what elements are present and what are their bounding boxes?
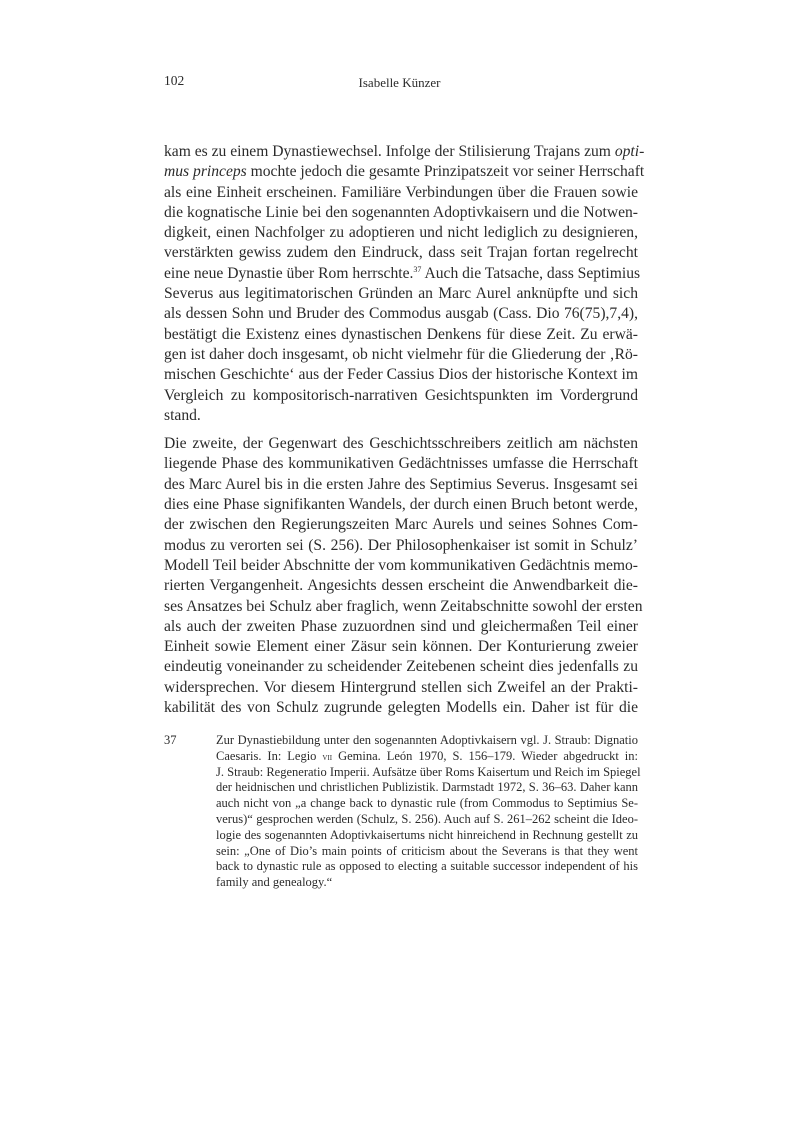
footnote-line: family and genealogy.“ [216,875,333,890]
footnote-line: auch nicht von „a change back to dynastic rule (from Commodus to Septimius Se- [216,796,638,811]
footnote-ref[interactable]: 37 [413,264,422,274]
paragraph-2 [164,434,643,718]
page-number: 102 [164,73,185,88]
text-line: bestätigt die Existenz eines dynastischen Denkens für diese Zeit. Zu erwä- [164,325,638,343]
text-line: der zwischen den Regierungszeiten Marc Aurels und seines Sohnes Com- [164,516,638,534]
text-line [164,264,641,284]
running-head: Isabelle Künzer [358,75,441,90]
text-line: Die zweite, der Gegenwart des Geschichtsschreibers zeitlich am nächsten [164,435,638,453]
text-span: Gemina. León 1970, S. 156–179. Wieder abgedruckt in: [332,748,639,763]
text-line: als auch der zweiten Phase zuzuordnen sind und gleichermaßen Teil einer [164,617,638,635]
footnote-line: logie des sogenannten Adoptivkaisertums nicht hinreichend in Rechnung gestellt zu [216,827,638,842]
footnote-line: back to dynastic rule as opposed to electing a suitable successor independent of his [216,859,638,874]
text-line: gen ist daher doch insgesamt, ob nicht vielmehr für die Gliederung der ‚Rö- [164,345,638,363]
text-line: kabilität des von Schulz zugrunde gelegten Modells ein. Daher ist für die [164,699,638,717]
footnote-text [216,733,641,891]
text-line: digkeit, einen Nachfolger zu adoptieren und nicht lediglich zu designieren, [164,224,638,242]
text-span: kam es zu einem Dynastiewechsel. Infolge der Stilisierung Trajans zum [164,143,615,160]
text-span: mochte jedoch die gesamte Prinzipatszeit vor seiner Herrschaft [246,163,645,181]
text-line: dies eine Phase signifikanten Wandels, der durch einen Bruch betont werde, [164,496,638,514]
text-line: widersprechen. Vor diesem Hintergrund stellen sich Zweifel an der Prakti- [164,678,638,696]
text-line: ses Ansatzes bei Schulz aber fraglich, wenn Zeitabschnitte sowohl der ersten [164,597,643,615]
paragraph-spacer [164,426,638,434]
italic-term: mus princeps [164,163,247,181]
text-line: Modell Teil beider Abschnitte der vom kommunikativen Gedächtnis memo- [164,556,638,574]
text-line: Severus aus legitimatorischen Gründen an Marc Aurel anknüpfte und sich [164,285,638,303]
text-line: Vergleich zu kompositorisch-narrativen Gesichtspunkten im Vordergrund [164,386,638,404]
text-span: Caesaris. In: Legio [216,748,323,763]
footnote-line: J. Straub: Regeneratio Imperii. Aufsätze über Roms Kaisertum und Reich im Spiegel [216,764,641,779]
footnote-line: Zur Dynastiebildung unter den sogenannten Adoptivkaisern vgl. J. Straub: Dignatio [216,733,638,747]
text-line [164,162,645,182]
text-line: rierten Vergangenheit. Angesichts dessen erscheint die Anwendbarkeit die- [164,577,638,595]
text-line: Einheit sowie Element einer Zäsur sein können. Der Konturierung zweier [164,638,638,656]
text-line: mischen Geschichte‘ aus der Feder Cassius Dios der historische Kontext im [164,366,638,384]
text-span: Auch die Tatsache, dass Septimius [421,264,641,282]
text-line [164,142,645,162]
text-line: des Marc Aurel bis in die ersten Jahre des Septimius Severus. Insgesamt sei [164,475,638,493]
footnote-number: 37 [164,733,177,747]
paragraph-1 [164,142,645,426]
footnote-line [216,749,638,765]
text-line: die kognatische Linie bei den sogenannten Adoptivkaisern und die Notwen- [164,203,638,221]
italic-term: opti- [614,143,645,160]
footnote-line: verus)“ gesprochen werden (Schulz, S. 256). Auch auf S. 261–262 scheint die Ideo- [216,811,638,826]
text-line: als eine Einheit erscheinen. Familiäre Verbindungen über die Frauen sowie [164,183,638,201]
footnote-line: der heidnischen und christlichen Publizistik. Darmstadt 1972, S. 36–63. Daher kann [216,780,638,795]
main-text [164,142,645,718]
footnote-line: sein: „One of Dio’s main points of criticism about the Severans is that they went [216,843,638,858]
text-line: modus zu verorten sei (S. 256). Der Philosophenkaiser ist somit in Schulz’ [164,536,638,554]
text-line: als dessen Sohn und Bruder des Commodus ausgab (Cass. Dio 76(75),7,4), [164,305,638,323]
text-line: stand. [164,406,201,424]
text-line: eindeutig voneinander zu scheidender Zeitebenen scheint dies jedenfalls zu [164,658,638,676]
roman-numeral: vii [322,751,333,763]
text-line: liegende Phase des kommunikativen Gedächtnisses umfasse die Herrschaft [164,455,638,473]
text-line: verstärkten gewiss zudem den Eindruck, dass seit Trajan fortan regelrecht [164,244,638,262]
text-span: eine neue Dynastie über Rom herrschte. [164,264,414,282]
